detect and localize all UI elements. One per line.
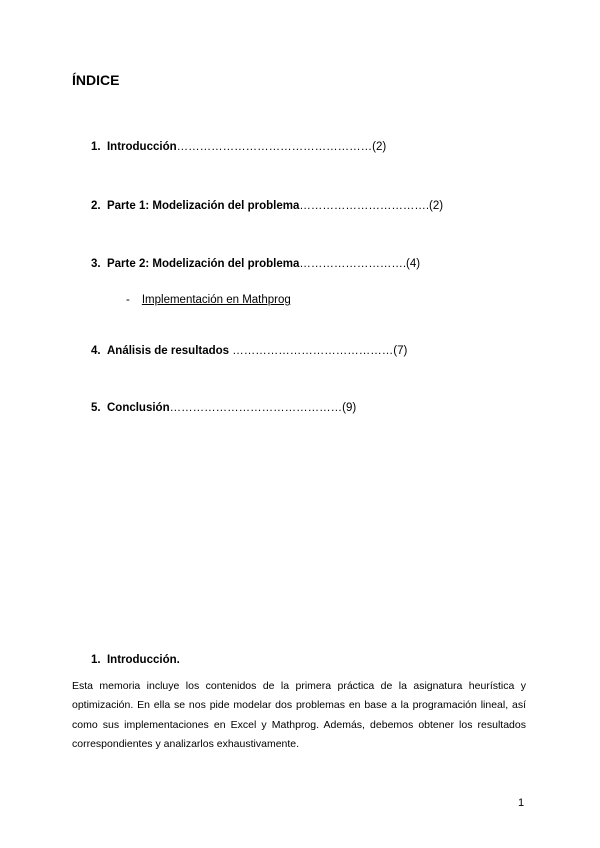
intro-paragraph: Esta memoria incluye los contenidos de la primera práctica de la asignatura heurística y optimización. En ella se nos pide modelar dos problemas en base a la programación lineal, así como sus implementaciones en Excel y Mathprog. Además, debemos obtener los resultados correspondientes y analizarlos exhaustivamente.: [72, 680, 526, 750]
toc-entry[interactable]: [91, 402, 356, 414]
toc-entry-label: Introducción: [106, 141, 177, 153]
toc-entry-label: Análisis de resultados: [106, 345, 230, 357]
toc-entry-number: 1.: [91, 141, 101, 153]
toc-entry-page: (9): [342, 402, 357, 414]
toc-subentry-link[interactable]: Implementación en Mathprog: [141, 294, 291, 306]
section-title: Introducción.: [106, 654, 180, 666]
toc-entry-page: (7): [393, 345, 408, 357]
toc-entry-number: 3.: [91, 258, 101, 270]
toc-entry-label: Parte 1: Modelización del problema: [106, 200, 300, 212]
section-heading: [91, 654, 180, 666]
toc-entry-leader: ………………………: [299, 258, 403, 270]
toc-entry-leader: ……………………………………: [229, 345, 394, 357]
toc-entry-number: 4.: [91, 345, 101, 357]
toc-entry-number: 5.: [91, 402, 101, 414]
toc-entry-page: .(4): [402, 258, 421, 270]
toc-subentry-bullet: -: [126, 294, 130, 306]
toc-subentry[interactable]: [126, 294, 291, 306]
toc-entry-page: .(2): [425, 200, 444, 212]
toc-entry-label: Conclusión: [106, 402, 170, 414]
toc-entry[interactable]: [91, 345, 407, 357]
section-number: 1.: [91, 654, 101, 666]
toc-entry[interactable]: [91, 200, 443, 212]
toc-entry-label: Parte 2: Modelización del problema: [106, 258, 300, 270]
toc-entry-number: 2.: [91, 200, 101, 212]
toc-entry-page: (2): [372, 141, 387, 153]
toc-entry[interactable]: [91, 141, 386, 153]
index-title: ÍNDICE: [72, 72, 120, 88]
toc-entry[interactable]: [91, 258, 420, 270]
toc-entry-leader: ……………………………………………: [176, 141, 373, 153]
toc-entry-leader: ……………………………: [299, 200, 426, 212]
page-number: 1: [518, 797, 525, 809]
toc-entry-leader: ………………………………………: [169, 402, 343, 414]
